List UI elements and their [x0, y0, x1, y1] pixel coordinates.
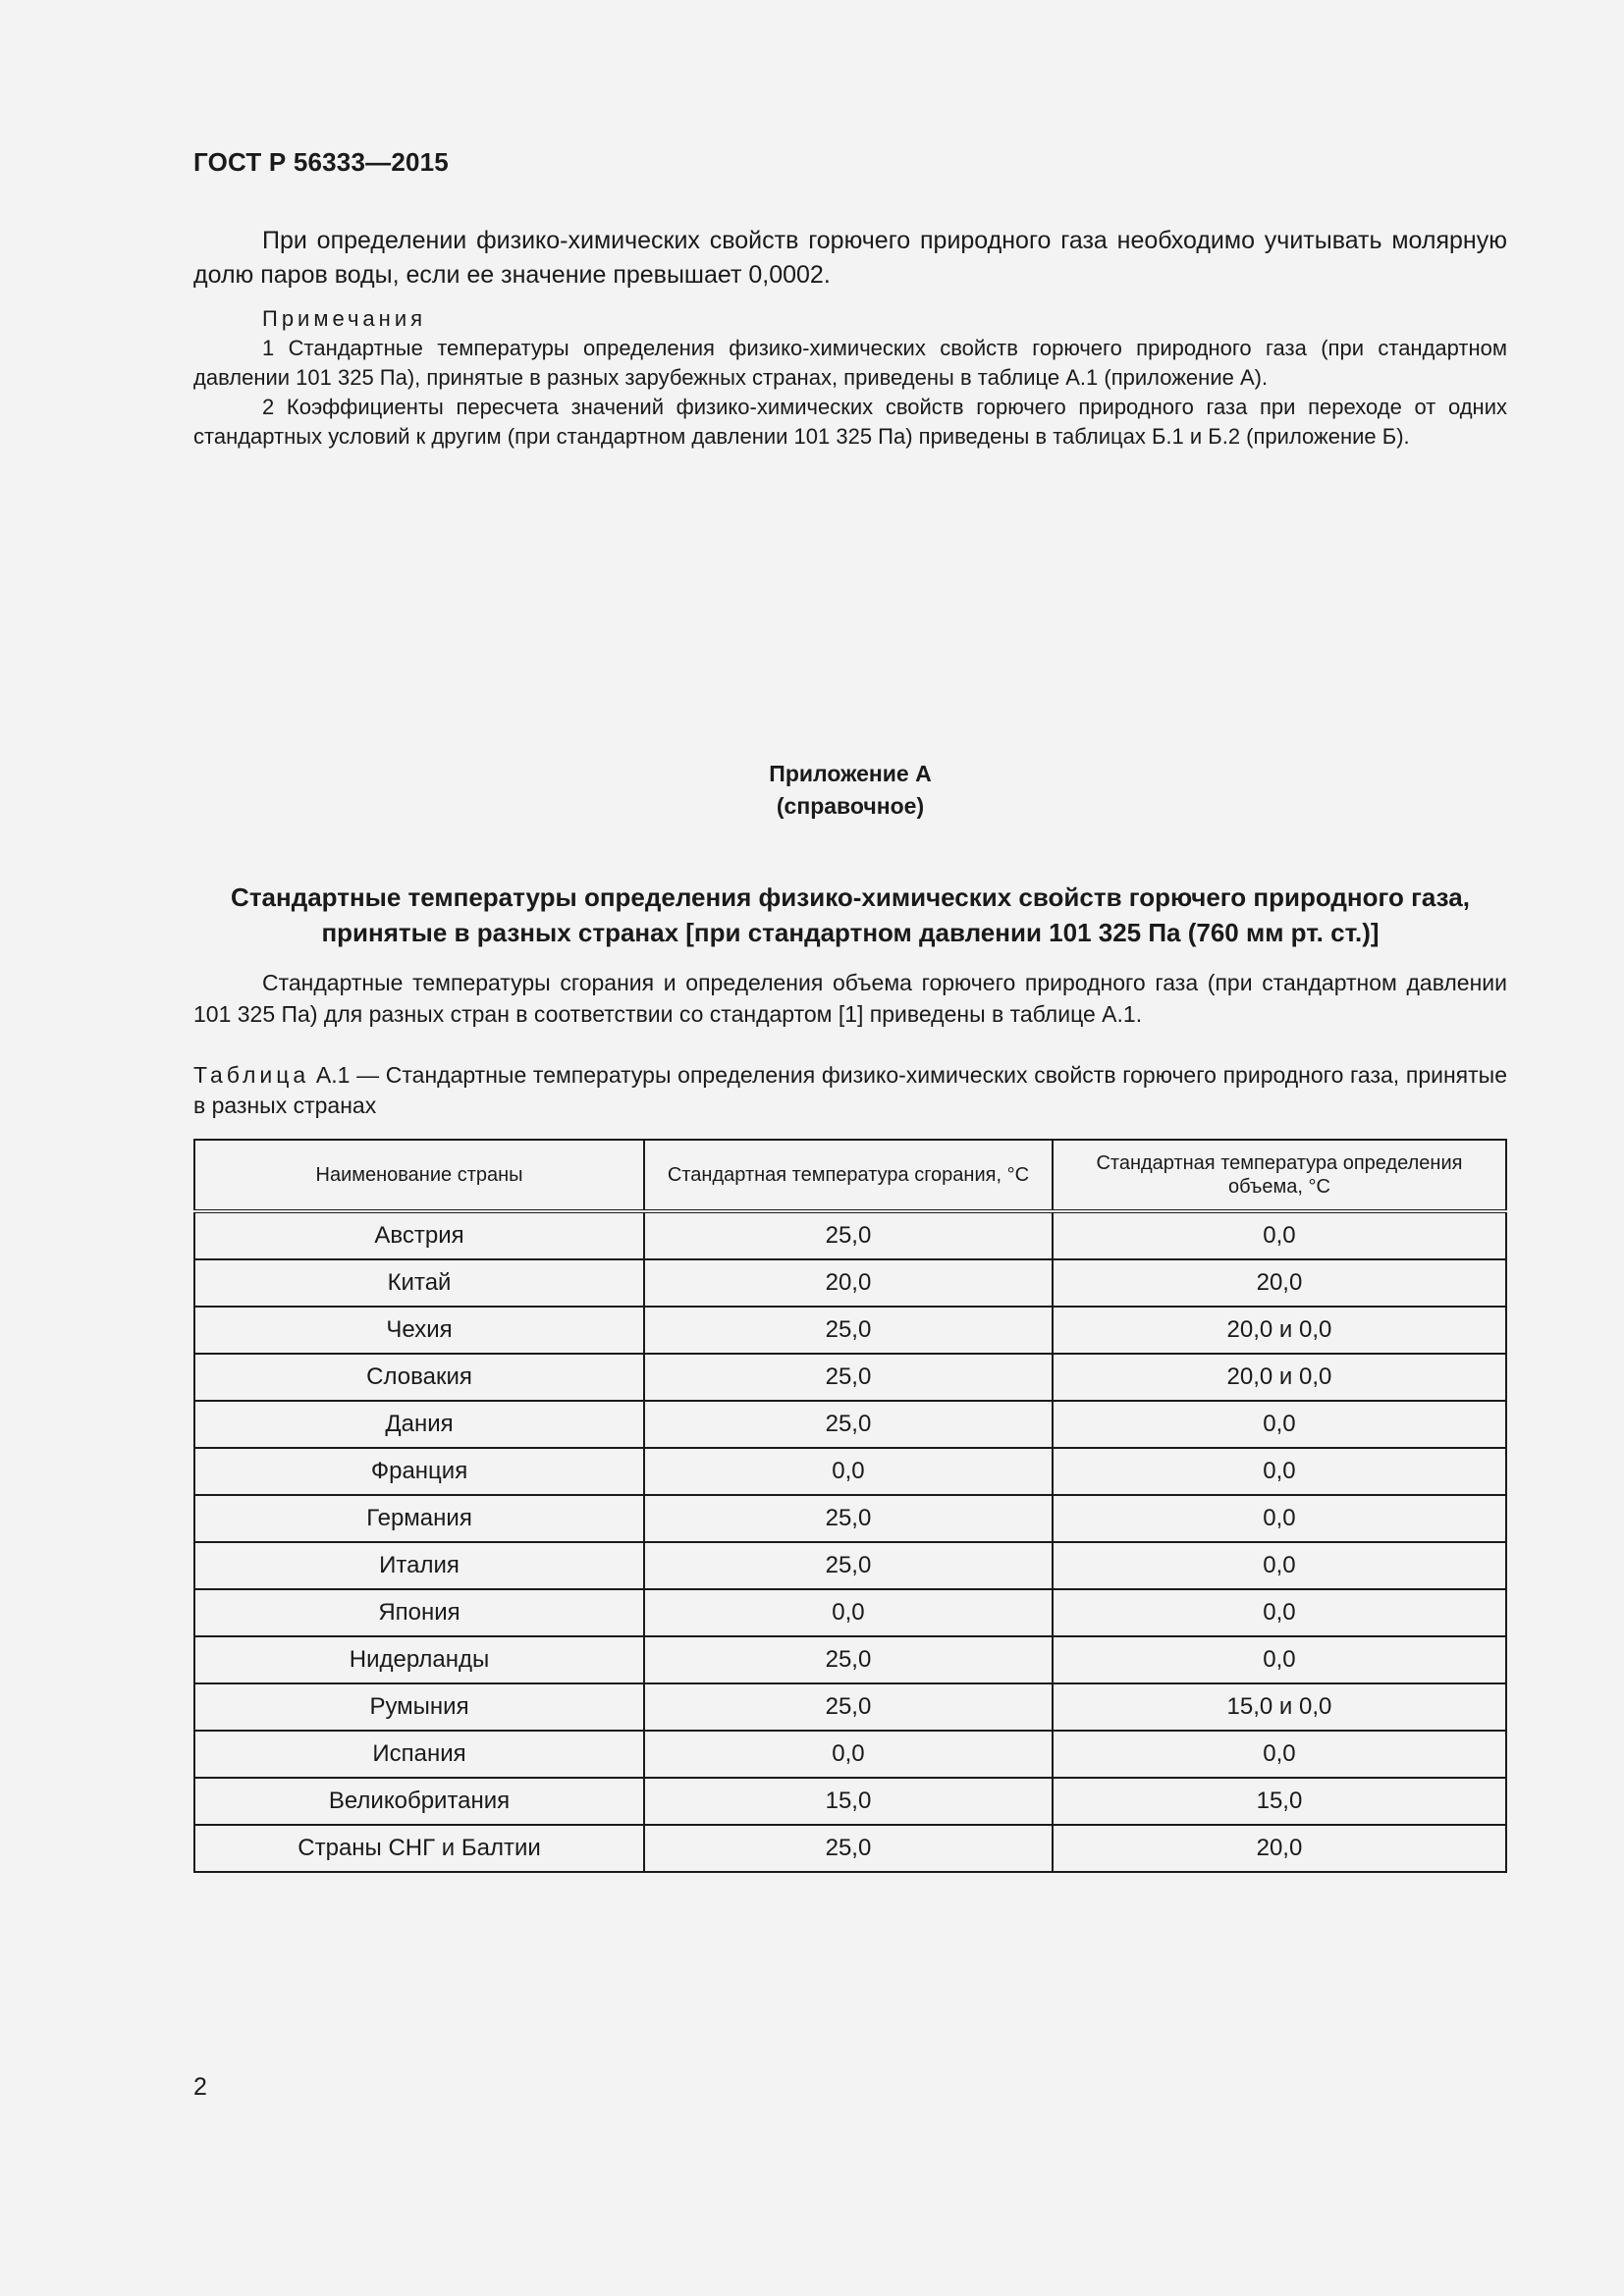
cell-volume-temp: 0,0	[1053, 1542, 1506, 1589]
table-row	[194, 1211, 1506, 1259]
column-header-volume-temp: Стандартная температура определения объема, °С	[1053, 1140, 1506, 1211]
cell-country: Великобритания	[194, 1778, 644, 1825]
cell-combustion-temp: 0,0	[644, 1589, 1053, 1636]
note-item-2: 2 Коэффициенты пересчета значений физико-химических свойств горючего природного газа при переходе от одних стандартных условий к другим (при стандартном давлении 101 325 Па) приведены в таблицах Б.1 и Б.2 (приложение Б).	[193, 395, 1507, 449]
cell-country: Страны СНГ и Балтии	[194, 1825, 644, 1872]
cell-volume-temp: 0,0	[1053, 1211, 1506, 1259]
cell-combustion-temp: 25,0	[644, 1542, 1053, 1589]
cell-volume-temp: 20,0 и 0,0	[1053, 1307, 1506, 1354]
cell-volume-temp: 20,0	[1053, 1259, 1506, 1307]
table-row	[194, 1259, 1506, 1307]
cell-country: Словакия	[194, 1354, 644, 1401]
cell-combustion-temp: 25,0	[644, 1495, 1053, 1542]
document-code: ГОСТ Р 56333—2015	[193, 147, 449, 177]
cell-country: Австрия	[194, 1211, 644, 1259]
cell-volume-temp: 15,0 и 0,0	[1053, 1683, 1506, 1731]
table-row	[194, 1354, 1506, 1401]
table-row	[194, 1307, 1506, 1354]
cell-combustion-temp: 25,0	[644, 1825, 1053, 1872]
cell-combustion-temp: 0,0	[644, 1448, 1053, 1495]
table-row	[194, 1731, 1506, 1778]
cell-volume-temp: 0,0	[1053, 1589, 1506, 1636]
table-caption-prefix: Таблица	[193, 1062, 310, 1088]
cell-volume-temp: 0,0	[1053, 1401, 1506, 1448]
cell-combustion-temp: 25,0	[644, 1307, 1053, 1354]
appendix-paragraph: Стандартные температуры сгорания и определения объема горючего природного газа (при стандартном давлении 101 325 Па) для разных стран в соответствии со стандартом [1] приведены в таблице А.1.	[193, 970, 1507, 1027]
cell-combustion-temp: 0,0	[644, 1731, 1053, 1778]
cell-country: Япония	[194, 1589, 644, 1636]
cell-combustion-temp: 25,0	[644, 1211, 1053, 1259]
cell-country: Дания	[194, 1401, 644, 1448]
cell-volume-temp: 0,0	[1053, 1636, 1506, 1683]
cell-volume-temp: 15,0	[1053, 1778, 1506, 1825]
cell-volume-temp: 20,0 и 0,0	[1053, 1354, 1506, 1401]
cell-country: Италия	[194, 1542, 644, 1589]
table-row	[194, 1448, 1506, 1495]
column-header-combustion-temp: Стандартная температура сгорания, °С	[644, 1140, 1053, 1211]
note-item-1: 1 Стандартные температуры определения физико-химических свойств горючего природного газа (при стандартном давлении 101 325 Па), принятые в разных зарубежных странах, приведены в таблице А.1 (приложение А).	[193, 336, 1507, 390]
temperature-table	[193, 1139, 1507, 1873]
table-caption-text: А.1 — Стандартные температуры определения физико-химических свойств горючего природного газа, принятые в разных странах	[193, 1062, 1507, 1118]
table-row	[194, 1542, 1506, 1589]
cell-country: Нидерланды	[194, 1636, 644, 1683]
cell-combustion-temp: 25,0	[644, 1683, 1053, 1731]
cell-volume-temp: 0,0	[1053, 1731, 1506, 1778]
table-row	[194, 1825, 1506, 1872]
cell-combustion-temp: 25,0	[644, 1636, 1053, 1683]
intro-paragraph: При определении физико-химических свойств горючего природного газа необходимо учитывать молярную долю паров воды, если ее значение превышает 0,0002.	[193, 227, 1507, 289]
cell-volume-temp: 0,0	[1053, 1495, 1506, 1542]
cell-country: Франция	[194, 1448, 644, 1495]
cell-volume-temp: 0,0	[1053, 1448, 1506, 1495]
page-number: 2	[193, 2073, 207, 2101]
appendix-heading	[193, 758, 1507, 823]
table-row	[194, 1401, 1506, 1448]
appendix-status: (справочное)	[776, 793, 925, 819]
cell-country: Германия	[194, 1495, 644, 1542]
table-row	[194, 1778, 1506, 1825]
appendix-title: Стандартные температуры определения физико-химических свойств горючего природного газа, принятые в разных странах [при стандартном давлении 101 325 Па (760 мм рт. ст.)]	[231, 882, 1470, 947]
cell-combustion-temp: 25,0	[644, 1354, 1053, 1401]
cell-combustion-temp: 20,0	[644, 1259, 1053, 1307]
table-body	[194, 1211, 1506, 1872]
table-caption	[193, 1060, 1507, 1121]
cell-country: Китай	[194, 1259, 644, 1307]
table-row	[194, 1636, 1506, 1683]
appendix-label: Приложение А	[769, 761, 932, 786]
notes-title: Примечания	[262, 306, 427, 331]
table-row	[194, 1683, 1506, 1731]
cell-volume-temp: 20,0	[1053, 1825, 1506, 1872]
notes-block	[193, 304, 1507, 452]
cell-country: Румыния	[194, 1683, 644, 1731]
table-header-row	[194, 1140, 1506, 1211]
column-header-country: Наименование страны	[194, 1140, 644, 1211]
cell-combustion-temp: 25,0	[644, 1401, 1053, 1448]
cell-country: Чехия	[194, 1307, 644, 1354]
cell-combustion-temp: 15,0	[644, 1778, 1053, 1825]
table-row	[194, 1495, 1506, 1542]
cell-country: Испания	[194, 1731, 644, 1778]
table-row	[194, 1589, 1506, 1636]
